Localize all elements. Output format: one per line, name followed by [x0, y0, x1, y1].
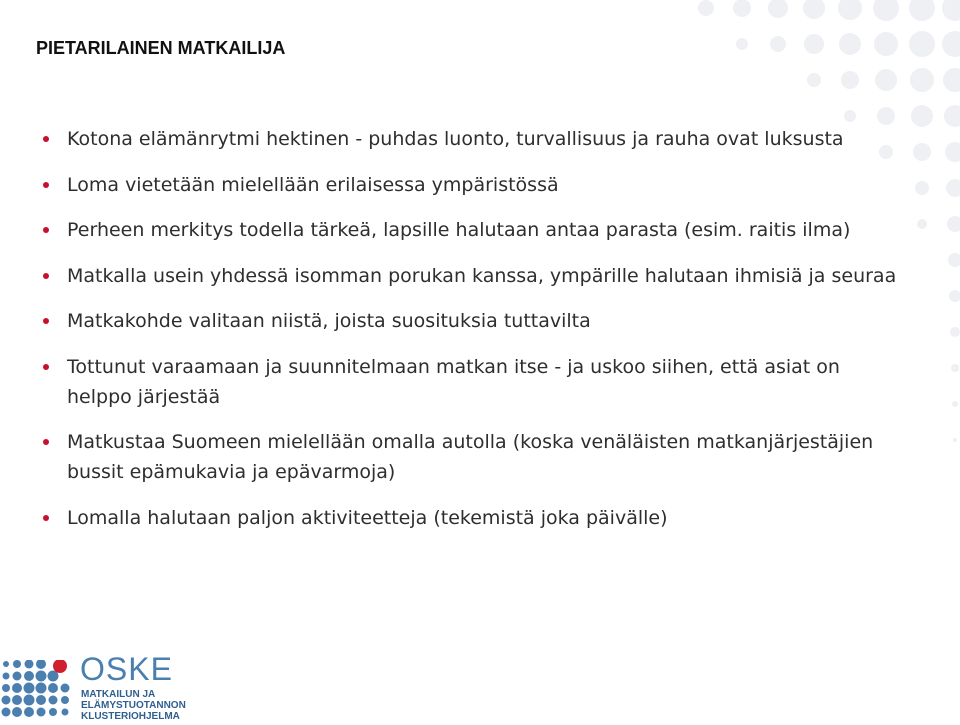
bullet-text: Tottunut varaamaan ja suunnitelmaan matkan itse - ja uskoo siihen, että asiat on helppo järjestää [67, 355, 840, 408]
logo-tagline [81, 689, 186, 722]
bullet-dot-icon [43, 227, 49, 233]
bullet-dot-icon [43, 318, 49, 324]
bullet-item [40, 124, 900, 154]
bullet-item [40, 215, 900, 245]
bullet-text: Matkalla usein yhdessä isomman porukan kanssa, ympärille halutaan ihmisiä ja seuraa [67, 264, 897, 287]
bullet-item [40, 306, 900, 336]
slide-title: PIETARILAINEN MATKAILIJA [36, 38, 286, 58]
bullet-dot-icon [43, 364, 49, 370]
bullet-text: Matkakohde valitaan niistä, joista suosituksia tuttavilta [67, 310, 591, 332]
logo-tagline-line: MATKAILUN JA [81, 689, 156, 700]
bullet-list [40, 124, 900, 548]
logo-wordmark: OSKE [80, 651, 173, 687]
bullet-item [40, 427, 900, 487]
bullet-text: Kotona elämänrytmi hektinen - puhdas luonto, turvallisuus ja rauha ovat luksusta [67, 128, 844, 150]
bullet-dot-icon [43, 273, 49, 279]
bullet-text: Matkustaa Suomeen mielellään omalla autolla (koska venäläisten matkanjärjestäjien bussit epämukavia ja epävarmoja) [67, 431, 874, 483]
bullet-text: Loma vietetään mielellään erilaisessa ympäristössä [67, 173, 559, 196]
oske-logo [0, 652, 200, 725]
bullet-item [40, 170, 900, 200]
bullet-dot-icon [43, 182, 49, 188]
bullet-item [40, 261, 900, 291]
bullet-dot-icon [43, 136, 49, 142]
bullet-item [40, 503, 900, 533]
logo-tagline-line: KLUSTERIOHJELMA [81, 711, 180, 722]
oske-dot-mark-icon [0, 660, 80, 722]
bullet-item [40, 352, 900, 412]
bullet-text: Lomalla halutaan paljon aktiviteetteja (tekemistä joka päivälle) [67, 506, 668, 529]
bullet-text: Perheen merkitys todella tärkeä, lapsille halutaan antaa parasta (esim. raitis ilma) [67, 219, 851, 241]
logo-tagline-line: ELÄMYSTUOTANNON [81, 700, 186, 711]
bullet-dot-icon [43, 515, 49, 521]
bullet-dot-icon [43, 439, 49, 445]
